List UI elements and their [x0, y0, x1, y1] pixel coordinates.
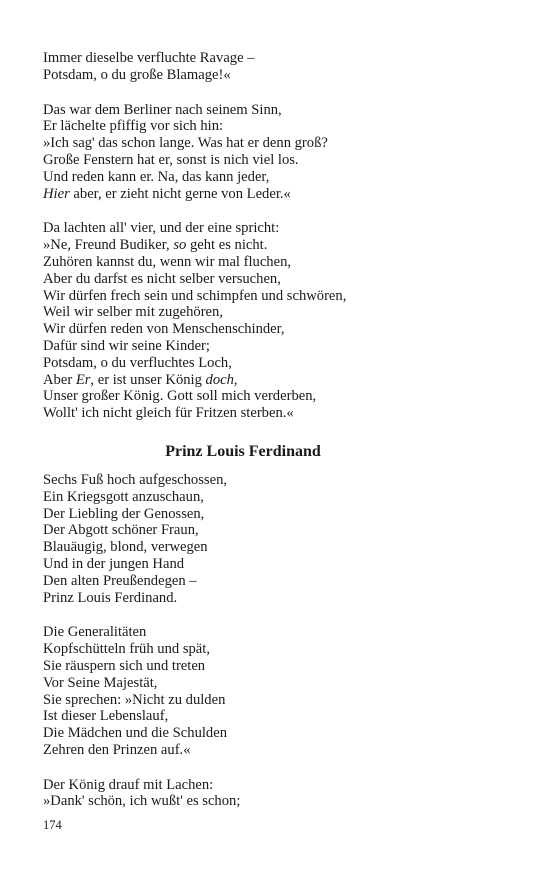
verse-text: Das war dem Berliner nach seinem Sinn, [43, 101, 282, 118]
verse-line [43, 489, 513, 506]
verse-text: Potsdam, o du verfluchtes Loch, [43, 354, 232, 371]
verse-line [43, 135, 513, 152]
verse-text: Unser großer König. Gott soll mich verderben, [43, 388, 317, 405]
verse-line [43, 254, 513, 271]
verse-line [43, 641, 513, 658]
verse-line [43, 304, 513, 321]
verse-line [43, 692, 513, 709]
verse-text: geht es nicht. [186, 237, 268, 254]
verse-line [43, 271, 513, 288]
verse-line [43, 388, 513, 405]
verse-line [43, 321, 513, 338]
verse-line [43, 472, 513, 489]
poem-title: Prinz Louis Ferdinand [165, 442, 321, 460]
verse-text: Aber [43, 371, 76, 388]
verse-text: Und in der jungen Hand [43, 555, 185, 572]
verse-line [43, 152, 513, 169]
verse-text: Der Liebling der Genossen, [43, 505, 205, 522]
verse-line [43, 372, 513, 389]
verse-line [43, 573, 513, 590]
verse-line [43, 169, 513, 186]
stanza [43, 472, 513, 606]
stanza [43, 220, 513, 422]
verse-text: Ein Kriegsgott anzuschaun, [43, 488, 204, 505]
verse-line [43, 675, 513, 692]
verse-line [43, 186, 513, 203]
verse-text: Da lachten all' vier, und der eine spricht: [43, 220, 280, 237]
verse-text: »Dank' schön, ich wußt' es schon; [43, 793, 241, 810]
page-number: 174 [43, 818, 62, 832]
verse-text: Wollt' ich nicht gleich für Fritzen sterben.« [43, 405, 294, 422]
emphasized-text: doch [205, 371, 234, 388]
verse-line [43, 67, 513, 84]
verse-text: Sechs Fuß hoch aufgeschossen, [43, 471, 228, 488]
verse-text: Wir dürfen frech sein und schimpfen und schwören, [43, 287, 347, 304]
verse-text: »Ich sag' das schon lange. Was hat er denn groß? [43, 135, 328, 152]
verse-text: Den alten Preußendegen – [43, 572, 197, 589]
verse-text: Und reden kann er. Na, das kann jeder, [43, 168, 270, 185]
verse-text: Prinz Louis Ferdinand. [43, 589, 178, 606]
verse-line [43, 118, 513, 135]
verse-text: Aber du darfst es nicht selber versuchen, [43, 270, 281, 287]
verse-line [43, 338, 513, 355]
verse-line [43, 793, 513, 810]
emphasized-text: so [173, 237, 187, 254]
verse-text: Kopfschütteln früh und spät, [43, 641, 210, 658]
verse-text: Weil wir selber mit zugehören, [43, 304, 223, 321]
verse-line [43, 506, 513, 523]
verse-text: Zehren den Prinzen auf.« [43, 741, 191, 758]
poem-continuation [43, 50, 513, 422]
verse-text: Die Mädchen und die Schulden [43, 725, 227, 742]
verse-text: Potsdam, o du große Blamage!« [43, 66, 231, 83]
verse-text: Große Fenstern hat er, sonst is nich viel los. [43, 151, 299, 168]
verse-text: Immer dieselbe verfluchte Ravage – [43, 50, 255, 66]
stanza [43, 50, 513, 84]
verse-text: Sie räuspern sich und treten [43, 657, 206, 674]
verse-text: »Ne, Freund Budiker, [43, 237, 174, 254]
verse-text: Sie sprechen: »Nicht zu dulden [43, 691, 226, 708]
verse-text: Zuhören kannst du, wenn wir mal fluchen, [43, 253, 292, 270]
verse-line [43, 725, 513, 742]
verse-line [43, 556, 513, 573]
verse-line [43, 288, 513, 305]
poem-prinz-louis-ferdinand [43, 472, 513, 810]
verse-line [43, 237, 513, 254]
stanza [43, 624, 513, 758]
verse-line [43, 742, 513, 759]
verse-text: , [233, 371, 238, 388]
verse-text: aber, er zieht nicht gerne von Leder.« [69, 185, 291, 202]
verse-text: Er lächelte pfiffig vor sich hin: [43, 118, 224, 135]
stanza [43, 777, 513, 811]
verse-text: Blauäugig, blond, verwegen [43, 539, 208, 556]
verse-text: , er ist unser König [90, 371, 206, 388]
verse-line [43, 777, 513, 794]
emphasized-text: Er [75, 371, 91, 388]
verse-line [43, 624, 513, 641]
book-page [43, 50, 513, 828]
verse-line [43, 355, 513, 372]
verse-line [43, 522, 513, 539]
verse-line [43, 539, 513, 556]
verse-text: Ist dieser Lebenslauf, [43, 708, 169, 725]
verse-text: Der Abgott schöner Fraun, [43, 522, 199, 539]
verse-line [43, 590, 513, 607]
stanza [43, 102, 513, 203]
verse-text: Der König drauf mit Lachen: [43, 776, 214, 793]
verse-line [43, 50, 513, 67]
verse-text: Wir dürfen reden von Menschenschinder, [43, 321, 285, 338]
verse-text: Vor Seine Majestät, [43, 674, 158, 691]
verse-line [43, 102, 513, 119]
verse-line [43, 708, 513, 725]
verse-line [43, 658, 513, 675]
emphasized-text: Hier [43, 185, 70, 202]
verse-text: Die Generalitäten [43, 624, 147, 641]
verse-line [43, 405, 513, 422]
verse-line [43, 220, 513, 237]
verse-text: Dafür sind wir seine Kinder; [43, 337, 210, 354]
